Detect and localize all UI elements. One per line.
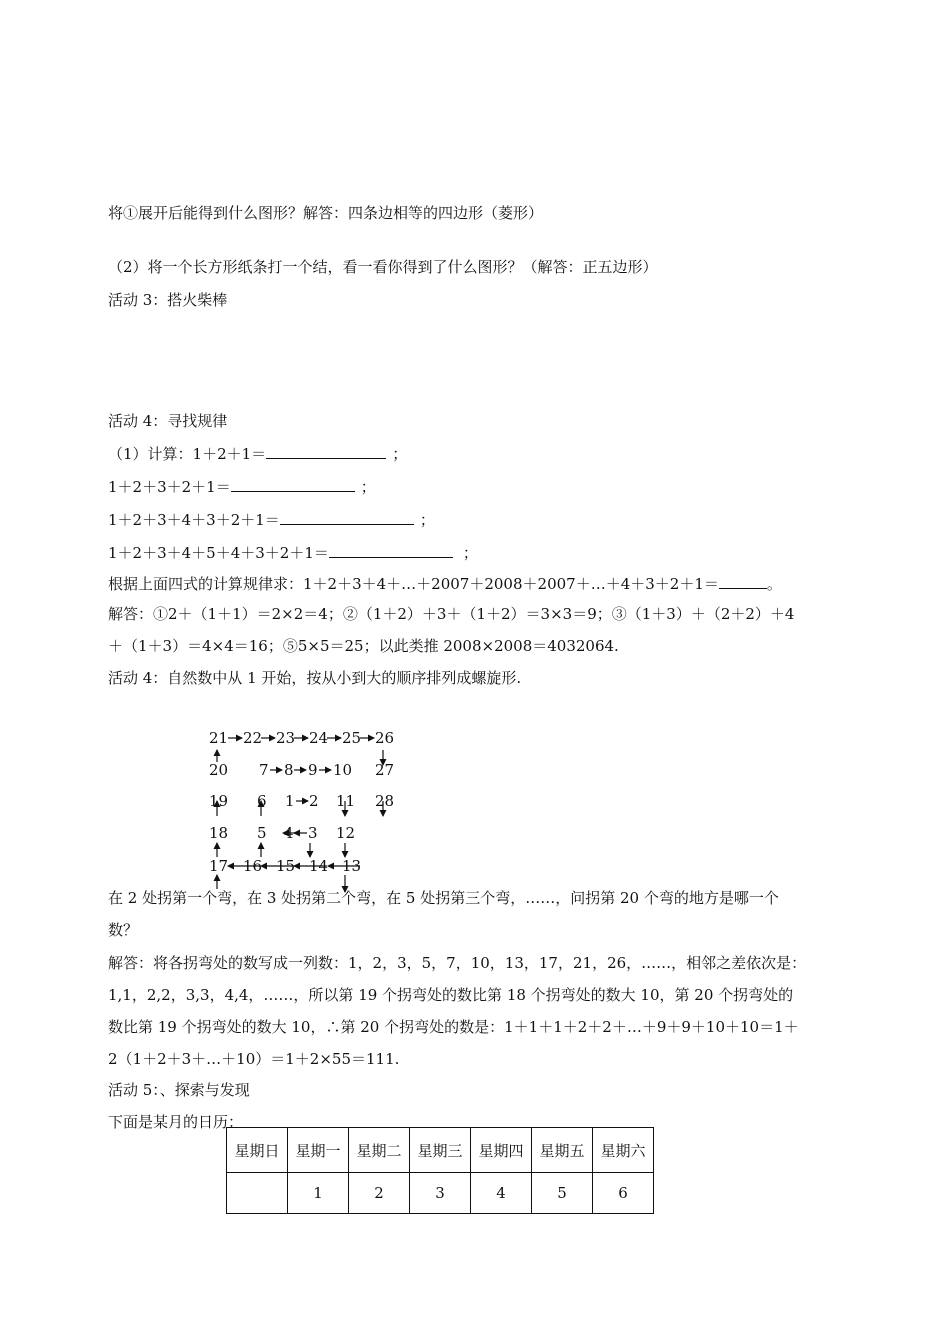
answer-blank-2[interactable] — [231, 477, 355, 492]
spiral-number: 16 — [243, 857, 263, 875]
spiral-number: 15 — [276, 857, 296, 875]
spiral-number: 12 — [336, 824, 356, 842]
calendar-table — [226, 1127, 654, 1214]
calc-line-4 — [108, 543, 478, 563]
calendar-day-cell: 4 — [471, 1173, 532, 1214]
spiral-number: 19 — [209, 792, 229, 810]
spiral-number: 22 — [243, 729, 263, 747]
calendar-day-cell — [227, 1173, 288, 1214]
calendar-day-cell: 5 — [532, 1173, 593, 1214]
spiral-number: 7 — [259, 761, 269, 779]
spiral-number: 6 — [257, 792, 267, 810]
spiral-number: 8 — [284, 761, 294, 779]
spiral-question-1: 在 2 处拐第一个弯，在 3 处拐第二个弯，在 5 处拐第三个弯，……，问拐第 20 个弯的地方是哪一个 — [108, 889, 779, 907]
spiral-number: 20 — [209, 761, 229, 779]
spiral-number: 13 — [342, 857, 362, 875]
spiral-number: 25 — [342, 729, 362, 747]
spiral-number: 26 — [375, 729, 395, 747]
spiral-number: 24 — [309, 729, 329, 747]
calc-expression-4: 1＋2＋3＋4＋5＋4＋3＋2＋1＝ — [108, 544, 329, 562]
calendar-day-cell: 6 — [593, 1173, 654, 1214]
spiral-answer-4: 2（1＋2＋3＋…＋10）＝1＋2×55＝111. — [108, 1050, 400, 1068]
spiral-number: 18 — [209, 824, 229, 842]
calendar-day-cell: 1 — [288, 1173, 349, 1214]
spiral-number: 2 — [309, 792, 319, 810]
spiral-number: 17 — [209, 857, 229, 875]
calc-line-1 — [108, 444, 407, 464]
semicolon: ； — [419, 511, 435, 529]
activity-4-heading: 活动 4：寻找规律 — [108, 412, 228, 430]
calendar-header-row — [227, 1128, 654, 1173]
answer-blank-4[interactable] — [329, 543, 453, 558]
rule-question-text: 根据上面四式的计算规律求：1＋2＋3＋4＋…＋2007＋2008＋2007＋…＋4＋3＋2＋1＝ — [108, 575, 719, 593]
calendar-header-cell: 星期三 — [410, 1128, 471, 1173]
solution-line-1: 解答：①2＋（1＋1）＝2×2＝4；②（1＋2）＋3＋（1＋2）＝3×3＝9；③（1＋3）＋（2＋2）＋4 — [108, 605, 795, 623]
rule-question — [108, 574, 782, 594]
spiral-number: 14 — [309, 857, 329, 875]
spiral-number: 28 — [375, 792, 395, 810]
spiral-answer-2: 1,1，2,2，3,3，4,4，……，所以第 19 个拐弯处的数比第 18 个拐弯处的数大 10，第 20 个拐弯处的 — [108, 986, 794, 1004]
spiral-number: 10 — [333, 761, 353, 779]
activity-5-heading: 活动 5：、探索与发现 — [108, 1081, 250, 1099]
period: 。 — [766, 575, 782, 593]
calendar-header-cell: 星期四 — [471, 1128, 532, 1173]
answer-blank-3[interactable] — [280, 510, 414, 525]
semicolon: ； — [360, 478, 376, 496]
answer-line-1: 将①展开后能得到什么图形？解答：四条边相等的四边形（菱形） — [108, 204, 544, 222]
spiral-number: 27 — [375, 761, 395, 779]
calendar-header-cell: 星期五 — [532, 1128, 593, 1173]
answer-blank-5[interactable] — [719, 574, 767, 589]
calc-expression-1: （1）计算：1＋2＋1＝ — [108, 445, 267, 463]
activity-3-heading: 活动 3：搭火柴棒 — [108, 291, 228, 309]
calendar-week-row — [227, 1173, 654, 1214]
question-2: （2）将一个长方形纸条打一个结，看一看你得到了什么图形？（解答：正五边形） — [108, 258, 658, 276]
calendar-header-cell: 星期六 — [593, 1128, 654, 1173]
calc-line-2 — [108, 477, 376, 497]
calendar-header-cell: 星期日 — [227, 1128, 288, 1173]
calc-expression-3: 1＋2＋3＋4＋3＋2＋1＝ — [108, 511, 280, 529]
spiral-number: 23 — [276, 729, 296, 747]
calendar-day-cell: 2 — [349, 1173, 410, 1214]
activity-4b-heading: 活动 4：自然数中从 1 开始，按从小到大的顺序排列成螺旋形. — [108, 669, 522, 687]
spiral-number: 3 — [308, 824, 318, 842]
spiral-number: 5 — [257, 824, 267, 842]
semicolon: ； — [462, 544, 478, 562]
spiral-number: 9 — [308, 761, 318, 779]
calc-line-3 — [108, 510, 435, 530]
spiral-number: 11 — [336, 792, 356, 810]
spiral-answer-1: 解答：将各拐弯处的数写成一列数：1，2，3，5，7，10，13，17，21，26，……，相邻之差依次是： — [108, 954, 807, 972]
spiral-number: 1 — [285, 792, 295, 810]
calendar-header-cell: 星期二 — [349, 1128, 410, 1173]
answer-blank-1[interactable] — [266, 444, 386, 459]
solution-line-2: ＋（1＋3）＝4×4＝16；⑤5×5＝25；以此类推 2008×2008＝4032064. — [108, 637, 619, 655]
calendar-header-cell: 星期一 — [288, 1128, 349, 1173]
calendar-day-cell: 3 — [410, 1173, 471, 1214]
semicolon: ； — [392, 445, 408, 463]
spiral-question-2: 数？ — [108, 921, 139, 939]
calc-expression-2: 1＋2＋3＋2＋1＝ — [108, 478, 231, 496]
spiral-answer-3: 数比第 19 个拐弯处的数大 10，∴第 20 个拐弯处的数是：1＋1＋1＋2＋2＋…＋9＋9＋10＋10＝1＋ — [108, 1018, 799, 1036]
spiral-number: 21 — [209, 729, 229, 747]
spiral-number: 4 — [284, 824, 294, 842]
calendar-intro: 下面是某月的日历： — [108, 1113, 244, 1131]
